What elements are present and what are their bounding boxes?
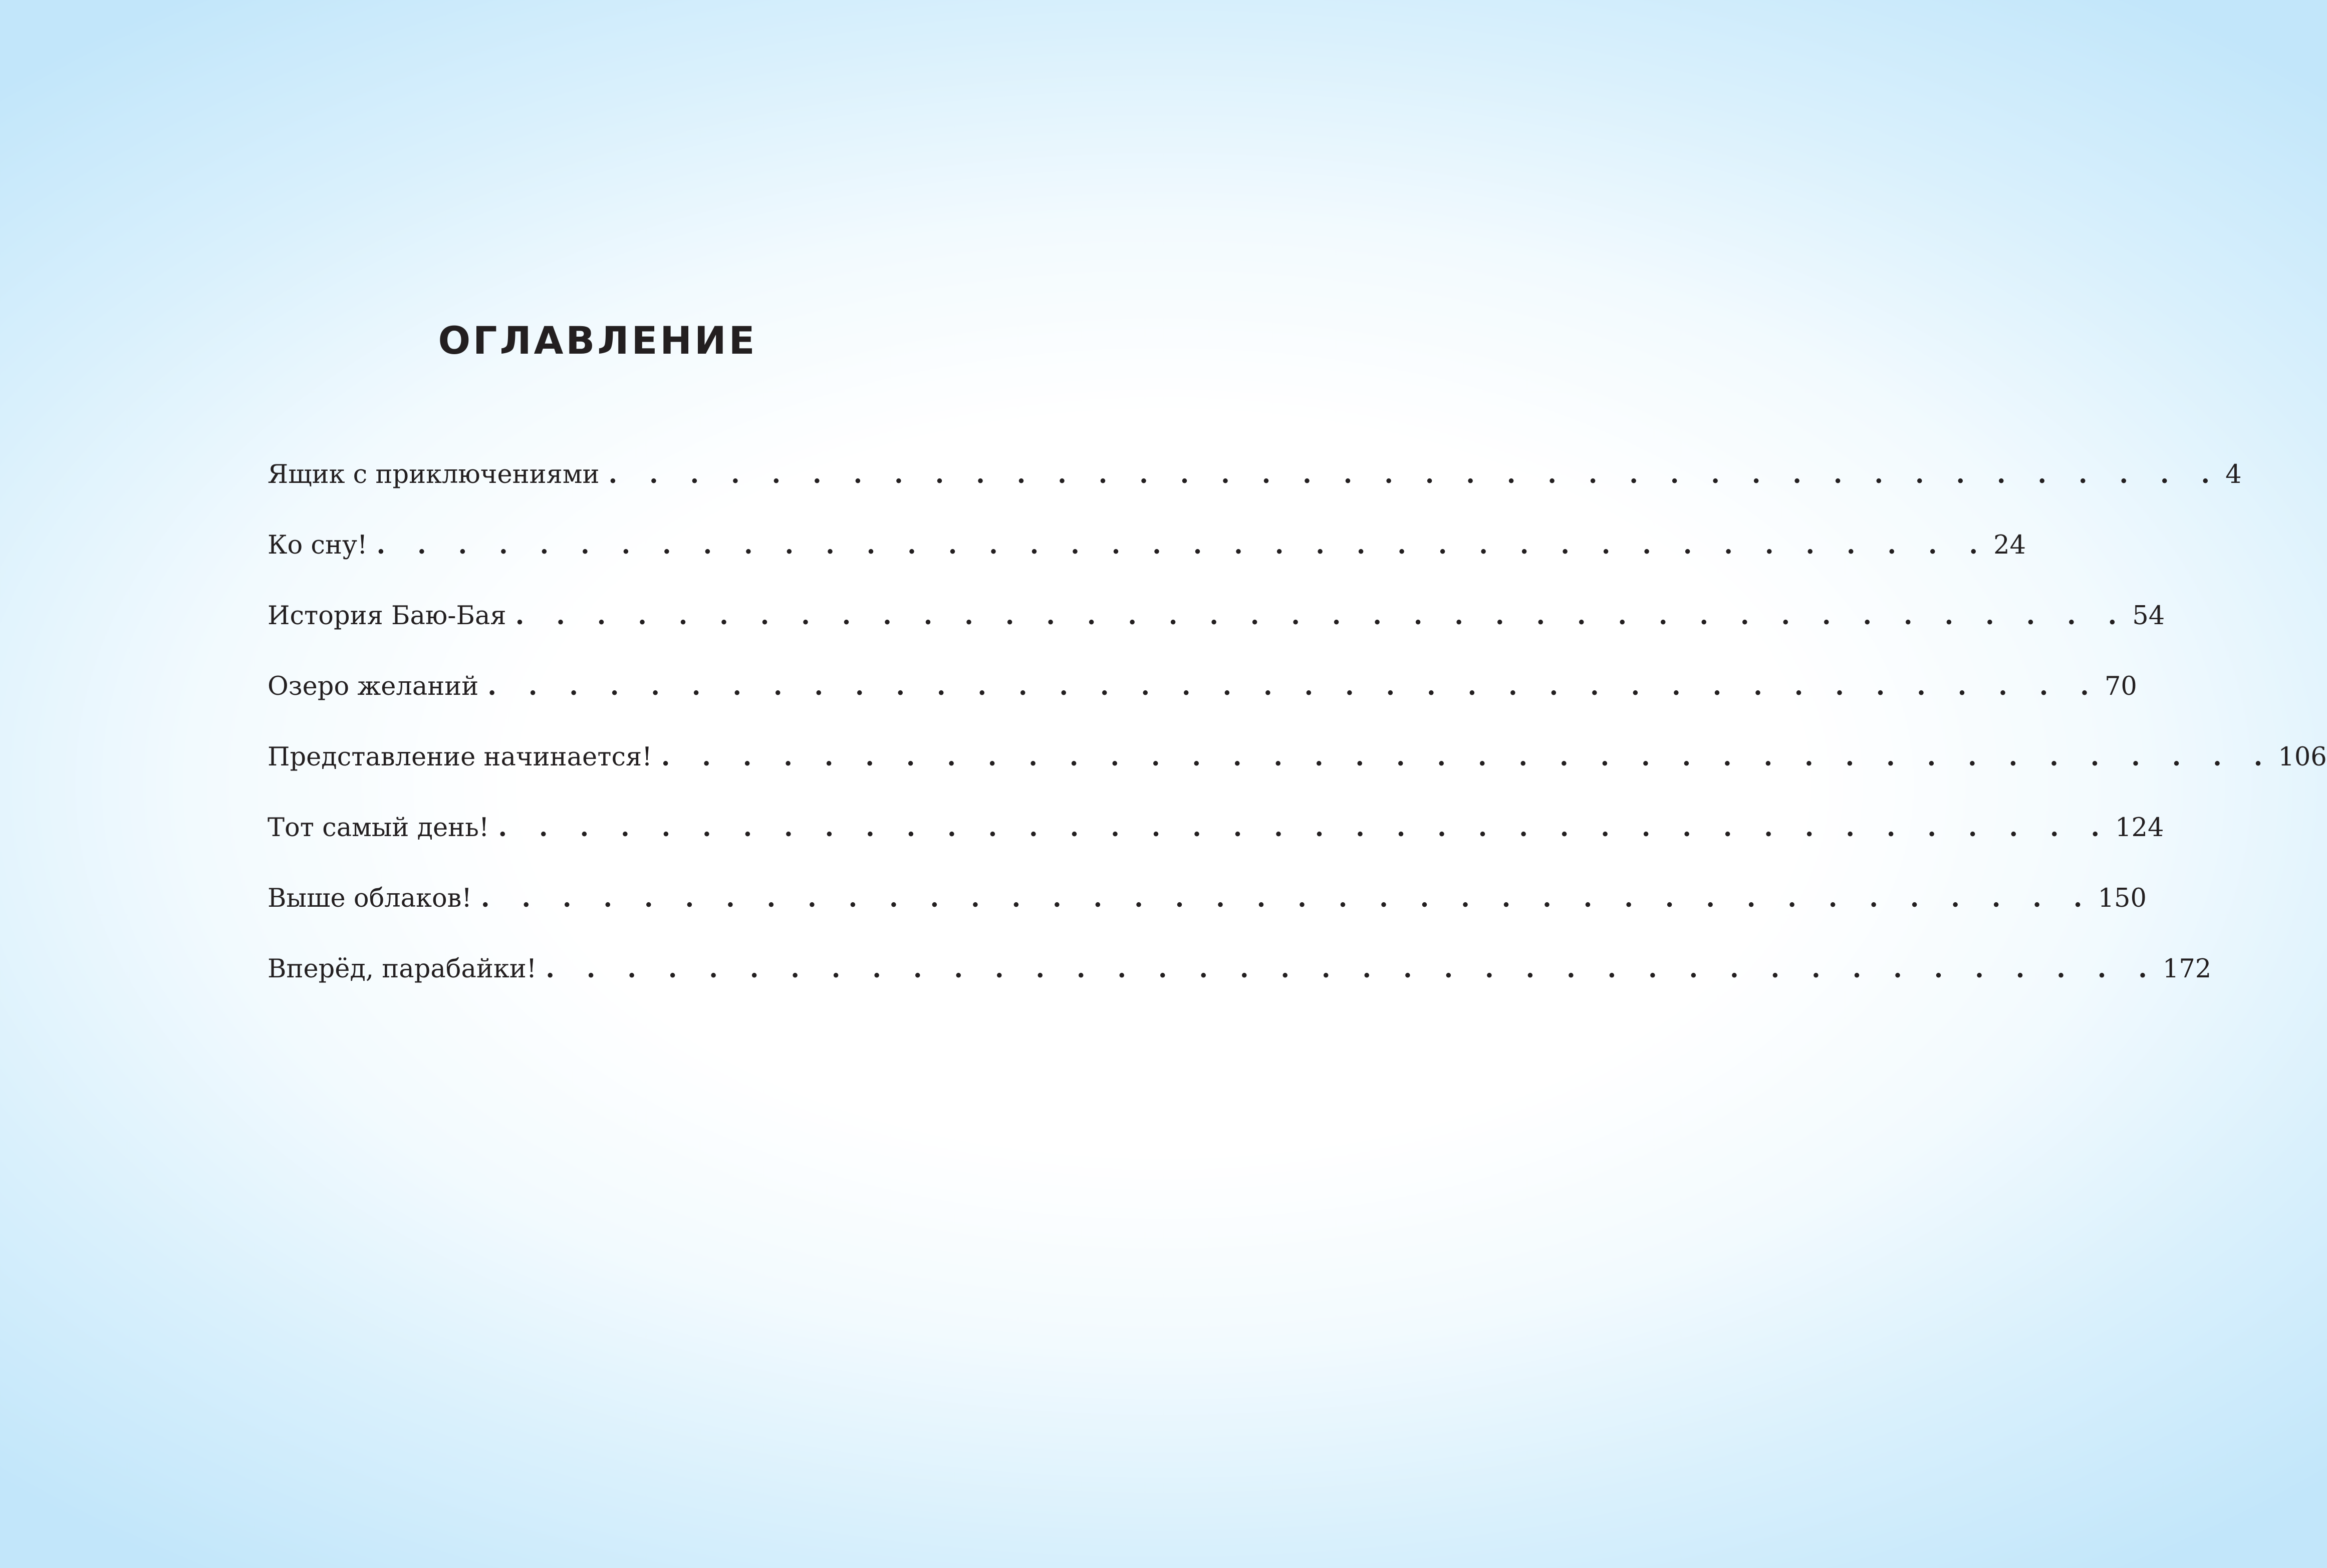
toc-entry-title: Выше облаков! [268, 884, 472, 913]
toc-entry-page: 106 [2278, 742, 2327, 772]
toc-entry [268, 659, 2137, 729]
dot-leader: . . . . . . . . . . . . . . . . . . . . . . . . . . . . . . . . . . . . . . . . [608, 459, 2222, 489]
dot-leader: . . . . . . . . . . . . . . . . . . . . . . . . . . . . . . . . . . . . . . . . [480, 883, 2094, 913]
toc-entry-page: 124 [2115, 813, 2164, 843]
dot-leader: . . . . . . . . . . . . . . . . . . . . . . . . . . . . . . . . . . . . . . . . [498, 813, 2112, 843]
toc-entry [268, 588, 2165, 659]
toc-entry-page: 4 [2225, 460, 2242, 489]
toc-entry-title: Озеро желаний [268, 672, 479, 701]
toc-entry [268, 447, 2242, 517]
toc-entry [268, 800, 2164, 871]
toc-entry-page: 150 [2098, 884, 2147, 913]
page-title: ОГЛАВЛЕНИЕ [438, 318, 757, 363]
dot-leader: . . . . . . . . . . . . . . . . . . . . . . . . . . . . . . . . . . . . . . . . [376, 530, 1990, 560]
toc-entry-title: Ко сну! [268, 531, 368, 560]
toc-entry-page: 24 [1993, 531, 2026, 560]
dot-leader: . . . . . . . . . . . . . . . . . . . . . . . . . . . . . . . . . . . . . . . . [515, 601, 2129, 631]
table-of-contents [268, 447, 2327, 1012]
toc-entry [268, 871, 2147, 941]
toc-entry-page: 70 [2104, 672, 2137, 701]
toc-entry-title: Ящик с приключениями [268, 460, 600, 489]
toc-entry-title: История Баю-Бая [268, 601, 506, 631]
toc-entry [268, 729, 2327, 800]
toc-entry-title: Представление начинается! [268, 742, 652, 772]
dot-leader: . . . . . . . . . . . . . . . . . . . . . . . . . . . . . . . . . . . . . . . . [661, 742, 2274, 772]
dot-leader: . . . . . . . . . . . . . . . . . . . . . . . . . . . . . . . . . . . . . . . . [546, 954, 2159, 984]
dot-leader: . . . . . . . . . . . . . . . . . . . . . . . . . . . . . . . . . . . . . . . . [487, 671, 2101, 701]
toc-entry-title: Тот самый день! [268, 813, 489, 843]
toc-entry [268, 941, 2212, 1012]
toc-entry [268, 517, 2026, 588]
toc-entry-page: 172 [2162, 954, 2212, 984]
toc-entry-title: Вперёд, парабайки! [268, 954, 537, 984]
toc-entry-page: 54 [2132, 601, 2165, 631]
